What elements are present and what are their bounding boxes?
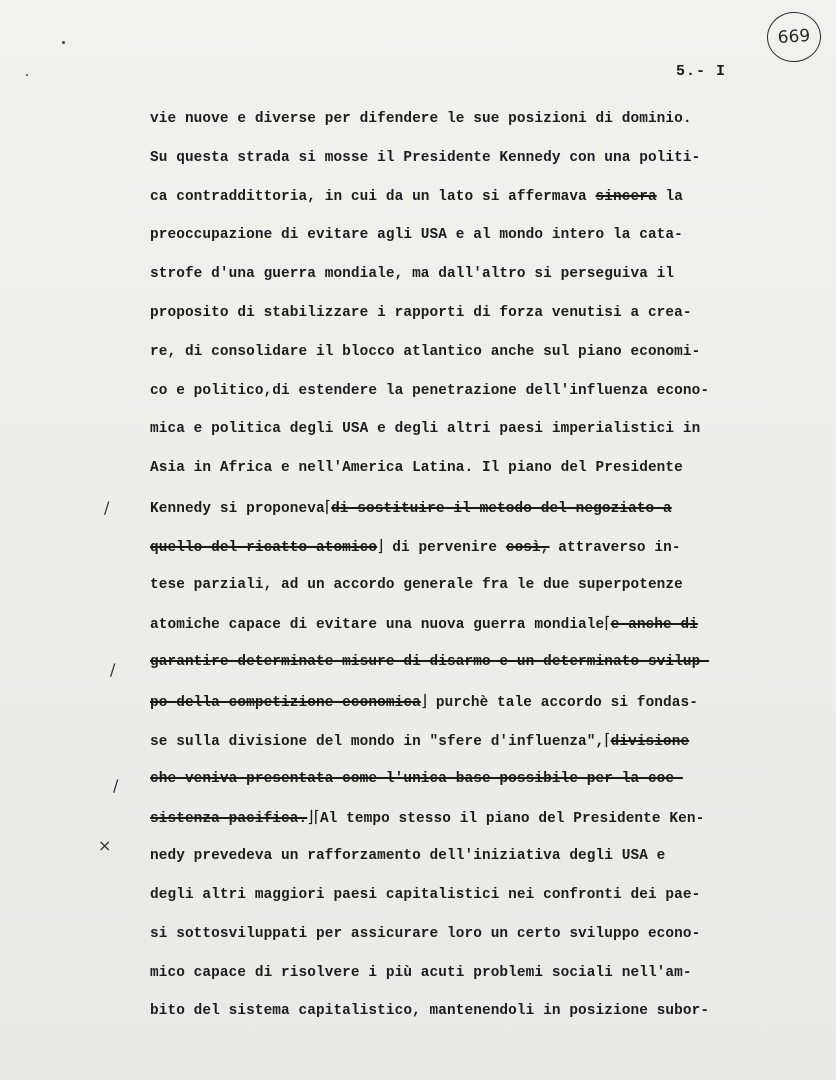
edit-bracket: ⌈ xyxy=(604,613,611,633)
text-line: si sottosviluppati per assicurare loro un certo sviluppo econo- xyxy=(150,925,701,942)
text-line: re, di consolidare il blocco atlantico anche sul piano economi- xyxy=(150,343,701,360)
text-line: mica e politica degli USA e degli altri paesi imperialistici in xyxy=(150,421,701,438)
text-line: Su questa strada si mosse il Presidente Kennedy con una politi- xyxy=(150,149,701,166)
text-segment: purchè tale accordo si fondas- xyxy=(435,694,698,711)
text-line xyxy=(150,178,790,217)
text-line: mico capace di risolvere i più acuti problemi sociali nell'am- xyxy=(150,964,692,981)
text-segment: attraverso in- xyxy=(558,539,681,556)
edit-bracket: ⌋⌈ xyxy=(307,807,320,827)
text-line xyxy=(150,721,790,760)
text-line xyxy=(150,604,790,643)
paper-speck xyxy=(62,41,65,44)
text-line xyxy=(150,488,790,527)
struck-text: garantire determinate misure di disarmo e un determinato svilup- xyxy=(150,654,710,671)
text-line xyxy=(150,798,790,837)
margin-mark: × xyxy=(98,836,112,855)
paper-speck xyxy=(26,74,28,76)
struck-text: così, xyxy=(505,539,550,556)
struck-text: che veniva presentata come l'unica base possibile per la coe- xyxy=(150,770,683,787)
text-line xyxy=(150,760,790,799)
text-line: co e politico,di estendere la penetrazione dell'influenza econo- xyxy=(150,382,710,399)
struck-text: quello del ricatto atomico xyxy=(150,539,378,556)
text-segment: Al tempo stesso il piano del Presidente Ken- xyxy=(319,811,705,828)
text-line: degli altri maggiori paesi capitalistici nei confronti dei pae- xyxy=(150,886,701,903)
struck-text: sincera xyxy=(595,188,657,205)
text-segment: atomiche capace di evitare una nuova guerra mondiale xyxy=(150,617,605,634)
struck-text: sistenza pacifica. xyxy=(150,811,308,828)
edit-bracket: ⌈ xyxy=(324,496,332,516)
text-segment: se sulla divisione del mondo in "sfere d'influenza", xyxy=(150,733,605,750)
text-line: nedy prevedeva un rafforzamento dell'iniziativa degli USA e xyxy=(150,848,666,865)
archive-number-stamp: 669 xyxy=(765,10,822,64)
text-line xyxy=(150,527,790,566)
edit-bracket: ⌋ xyxy=(420,690,428,710)
struck-text: e anche di xyxy=(610,617,698,634)
text-line: bito del sistema capitalistico, mantenendoli in posizione subor- xyxy=(150,1003,710,1020)
text-segment: Kennedy si proponeva xyxy=(150,500,325,517)
margin-mark: / xyxy=(113,776,119,795)
text-segment: ca contraddittoria, in cui da un lato si affermava xyxy=(150,188,587,205)
struck-text: divisione xyxy=(610,733,690,750)
typed-text-body xyxy=(150,100,790,1031)
text-line xyxy=(150,643,790,682)
edit-bracket: ⌈ xyxy=(604,729,611,749)
margin-mark: / xyxy=(110,660,116,679)
text-segment: la xyxy=(665,188,683,205)
text-line: proposito di stabilizzare i rapporti di forza venutisi a crea- xyxy=(150,304,692,321)
text-line: preoccupazione di evitare agli USA e al mondo intero la cata- xyxy=(150,227,683,244)
text-line: vie nuove e diverse per difendere le sue posizioni di dominio. xyxy=(150,111,692,127)
text-line: strofe d'una guerra mondiale, ma dall'altro si perseguiva il xyxy=(150,266,675,283)
text-line xyxy=(150,682,790,721)
text-segment: di pervenire xyxy=(392,539,498,556)
edit-bracket: ⌋ xyxy=(377,535,384,555)
text-line: Asia in Africa e nell'America Latina. Il piano del Presidente xyxy=(150,460,683,477)
text-line: tese parziali, ad un accordo generale fra le due superpotenze xyxy=(150,576,683,593)
struck-text: di sostituire il metodo del negoziato a xyxy=(331,500,672,517)
margin-mark: / xyxy=(104,498,110,517)
page-number: 5.- I xyxy=(676,63,727,80)
struck-text: po della competizione economica xyxy=(150,694,421,711)
